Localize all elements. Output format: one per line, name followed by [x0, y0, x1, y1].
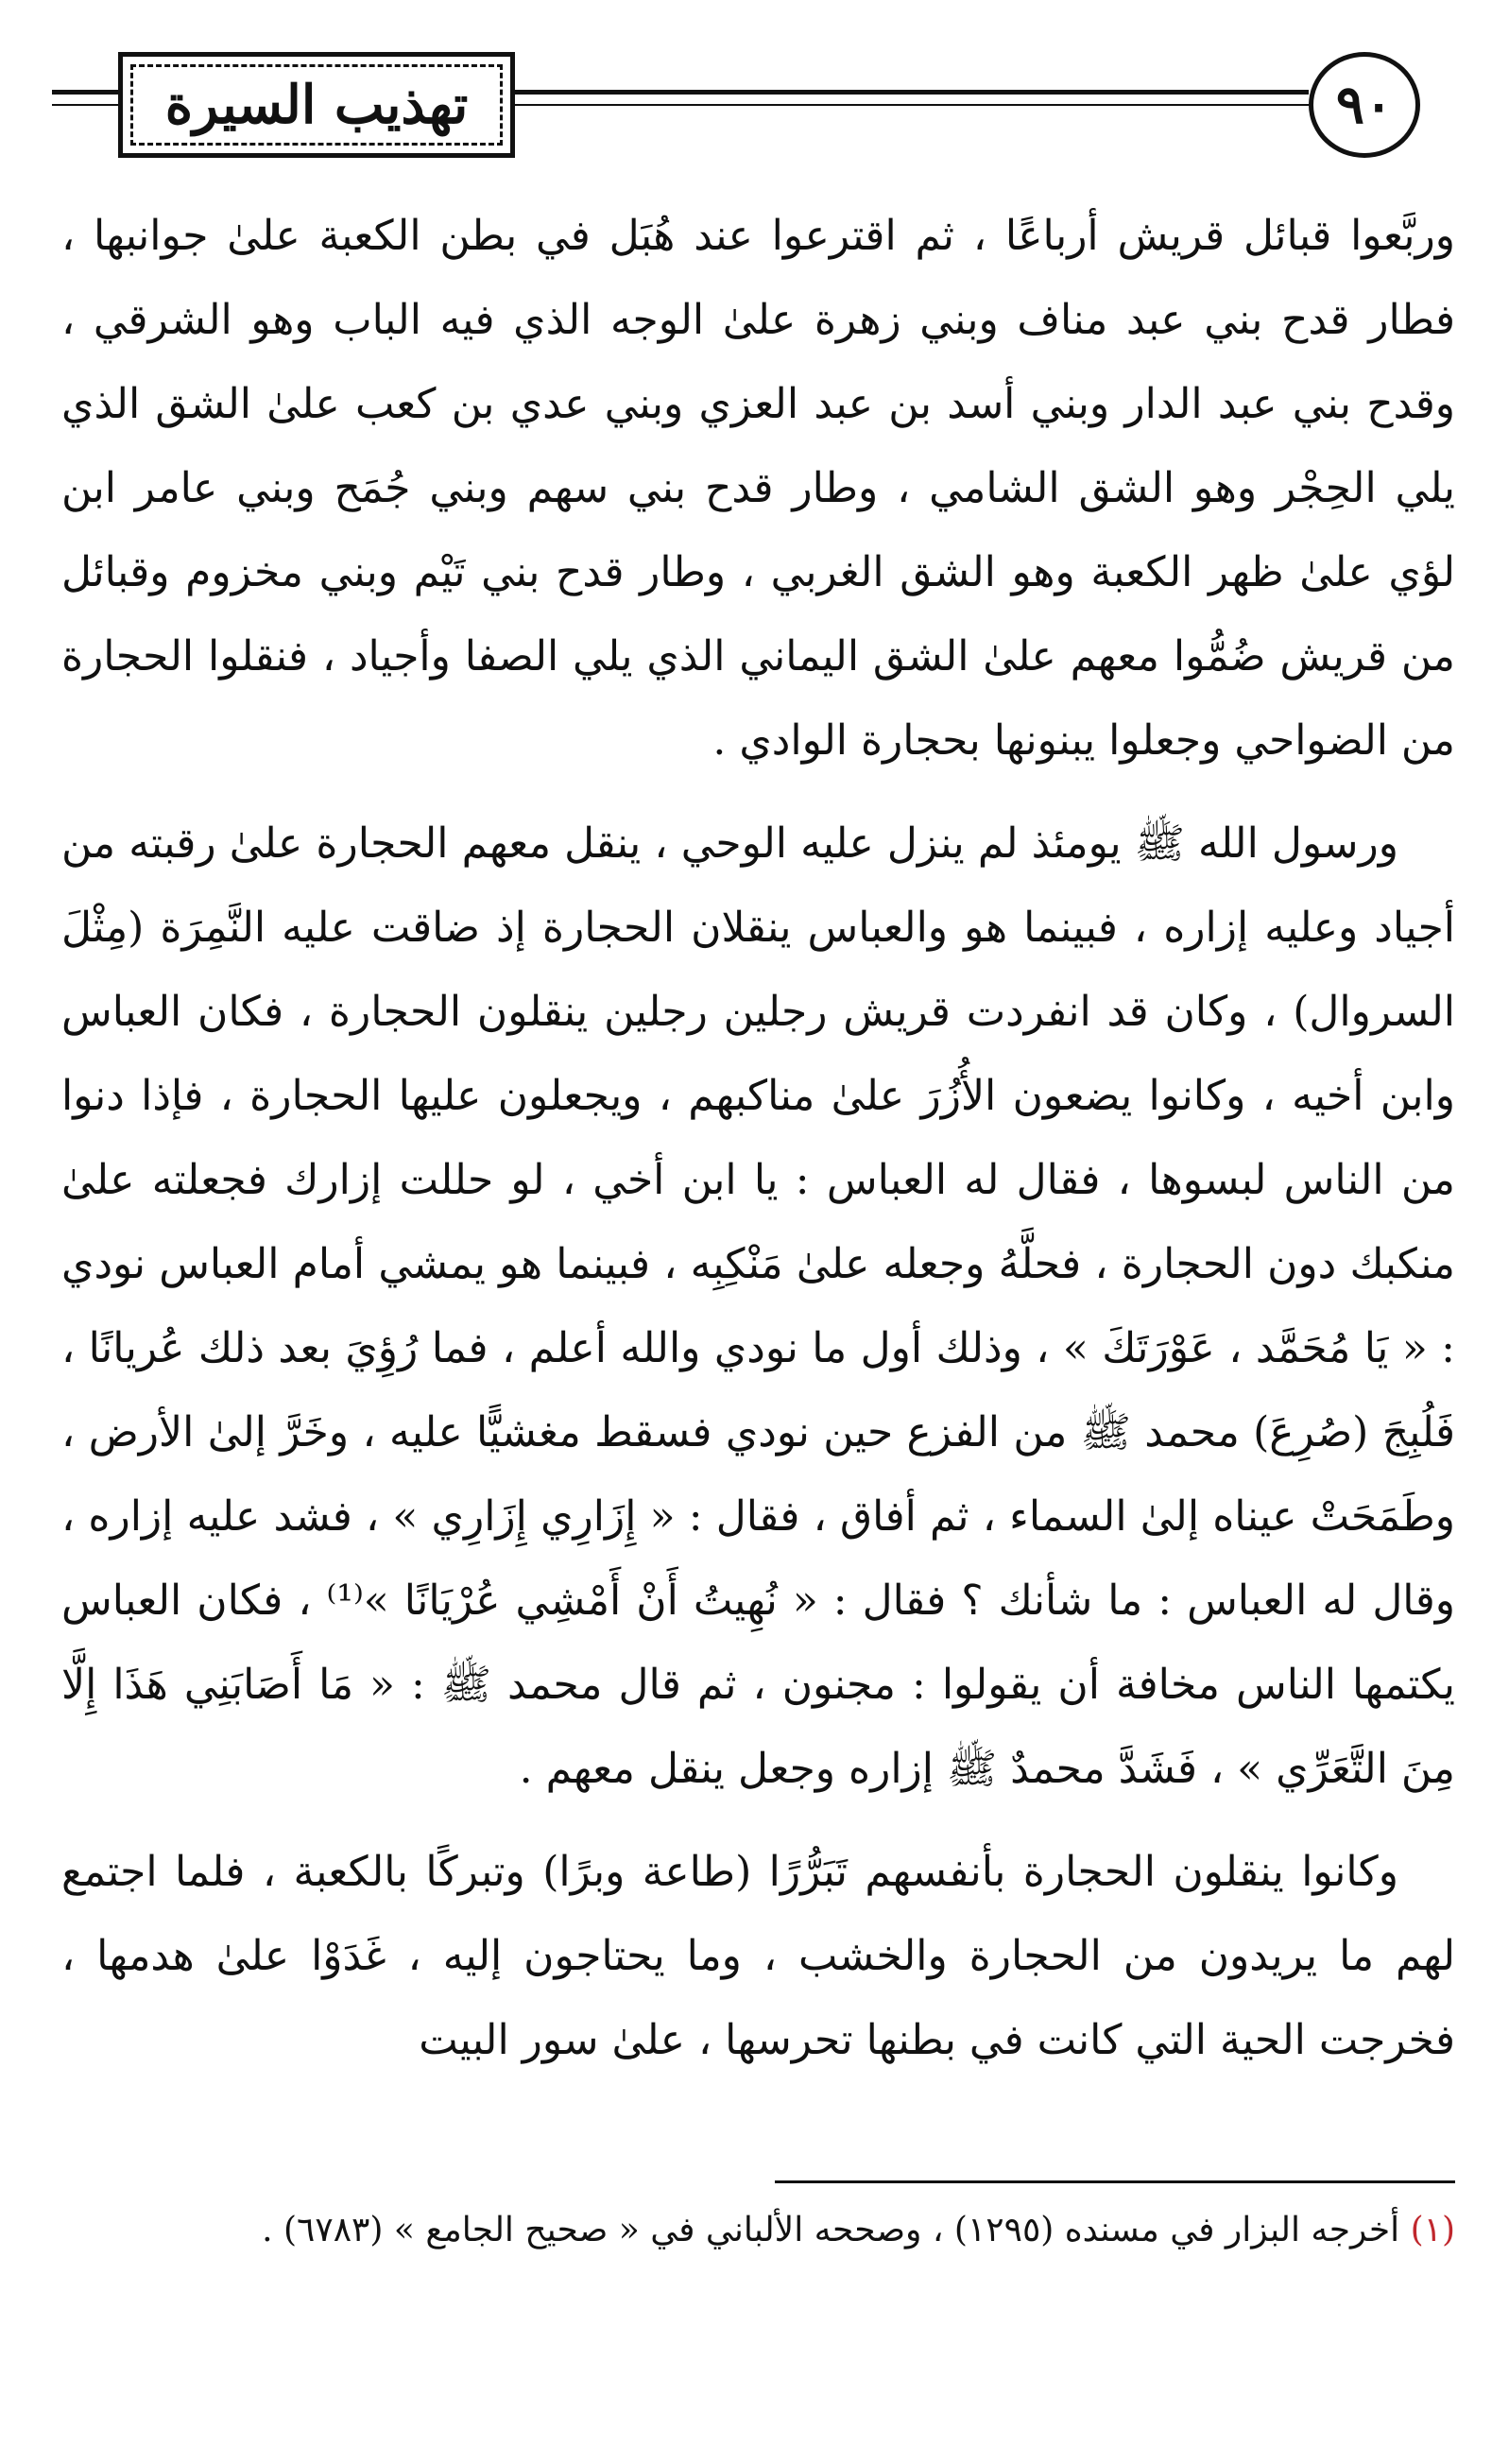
book-title-frame: [118, 52, 515, 158]
paragraph-1: وربَّعوا قبائل قريش أرباعًا ، ثم اقترعوا عند هُبَل في بطن الكعبة علىٰ جوانبها ، فطار قدح بني عبد مناف وبني زهرة علىٰ الوجه الذي فيه الباب وهو الشرقي ، وقدح بني عبد الدار وبني أسد بن عبد العزي وبني عدي بن كعب علىٰ الشق الذي يلي الحِجْر وهو الشق الشامي ، وطار قدح بني سهم وبني جُمَح وبني عامر ابن لؤي علىٰ ظهر الكعبة وهو الشق الغربي ، وطار قدح بني تَيْم وبني مخزوم وقبائل من قريش ضُمُّوا معهم علىٰ الشق اليماني الذي يلي الصفا وأجياد ، فنقلوا الحجارة من الضواحي وجعلوا يبنونها بحجارة الوادي .: [61, 212, 1455, 765]
paragraph-2: ورسول الله ﷺ يومئذ لم ينزل عليه الوحي ، ينقل معهم الحجارة علىٰ رقبته من أجياد وعليه إزاره ، فبينما هو والعباس ينقلان الحجارة إذ ضاقت عليه النَّمِرَة (مِثْلَ السروال) ، وكان قد انفردت قريش رجلين رجلين ينقلون الحجارة ، فكان العباس وابن أخيه ، وكانوا يضعون الأُزُرَ علىٰ مناكبهم ، ويجعلون عليها الحجارة ، فإذا دنوا من الناس لبسوها ، فقال له العباس : يا ابن أخي ، لو حللت إزارك فجعلته علىٰ منكبك دون الحجارة ، فحلَّهُ وجعله علىٰ مَنْكِبِه ، فبينما هو يمشي أمام العباس نودي : « يَا مُحَمَّد ، عَوْرَتَكَ » ، وذلك أول ما نودي والله أعلم ، فما رُؤِيَ بعد ذلك عُريانًا ، فَلُبِجَ (صُرِعَ) محمد ﷺ من الفزع حين نودي فسقط مغشيًّا عليه ، وخَرَّ إلىٰ الأرض ، وطَمَحَتْ عيناه إلىٰ السماء ، ثم أفاق ، فقال : « إِزَارِي إِزَارِي » ، فشد عليه إزاره ، وقال له العباس : ما شأنك ؟ فقال : « نُهِيتُ أَنْ أَمْشِي عُرْيَانًا »⁽¹⁾ ، فكان العباس يكتمها الناس مخافة أن يقولوا : مجنون ، ثم قال محمد ﷺ : « مَا أَصَابَنِي هَذَا إِلَّا مِنَ التَّعَرِّي » ، فَشَدَّ محمدٌ ﷺ إزاره وجعل ينقل معهم .: [61, 819, 1455, 1793]
page-header: [52, 52, 1460, 164]
header-rule-right: [515, 90, 1309, 95]
paragraph-3: وكانوا ينقلون الحجارة بأنفسهم تَبَرُّرًا (طاعة وبرًا) وتبركًا بالكعبة ، فلما اجتمع لهم ما يريدون من الحجارة والخشب ، وما يحتاجون إليه ، غَدَوْا علىٰ هدمها ، فخرجت الحية التي كانت في بطنها تحرسها ، علىٰ سور البيت: [61, 1848, 1455, 2064]
header-rule-right-thin: [515, 104, 1309, 106]
footnote-divider: [775, 2180, 1455, 2183]
header-rule-left-thin: [52, 104, 118, 106]
page-number: ٩٠: [1309, 52, 1420, 158]
footnote-text: أخرجه البزار في مسنده (١٢٩٥) ، وصححه الألباني في « صحيح الجامع » (٦٧٨٣) .: [262, 2211, 1400, 2249]
main-text: [61, 194, 1455, 2101]
footnote-number: (١): [1410, 2211, 1455, 2249]
book-title: تهذيب السيرة: [164, 74, 469, 136]
header-rule-left: [52, 90, 118, 95]
footnote: [61, 2202, 1455, 2259]
